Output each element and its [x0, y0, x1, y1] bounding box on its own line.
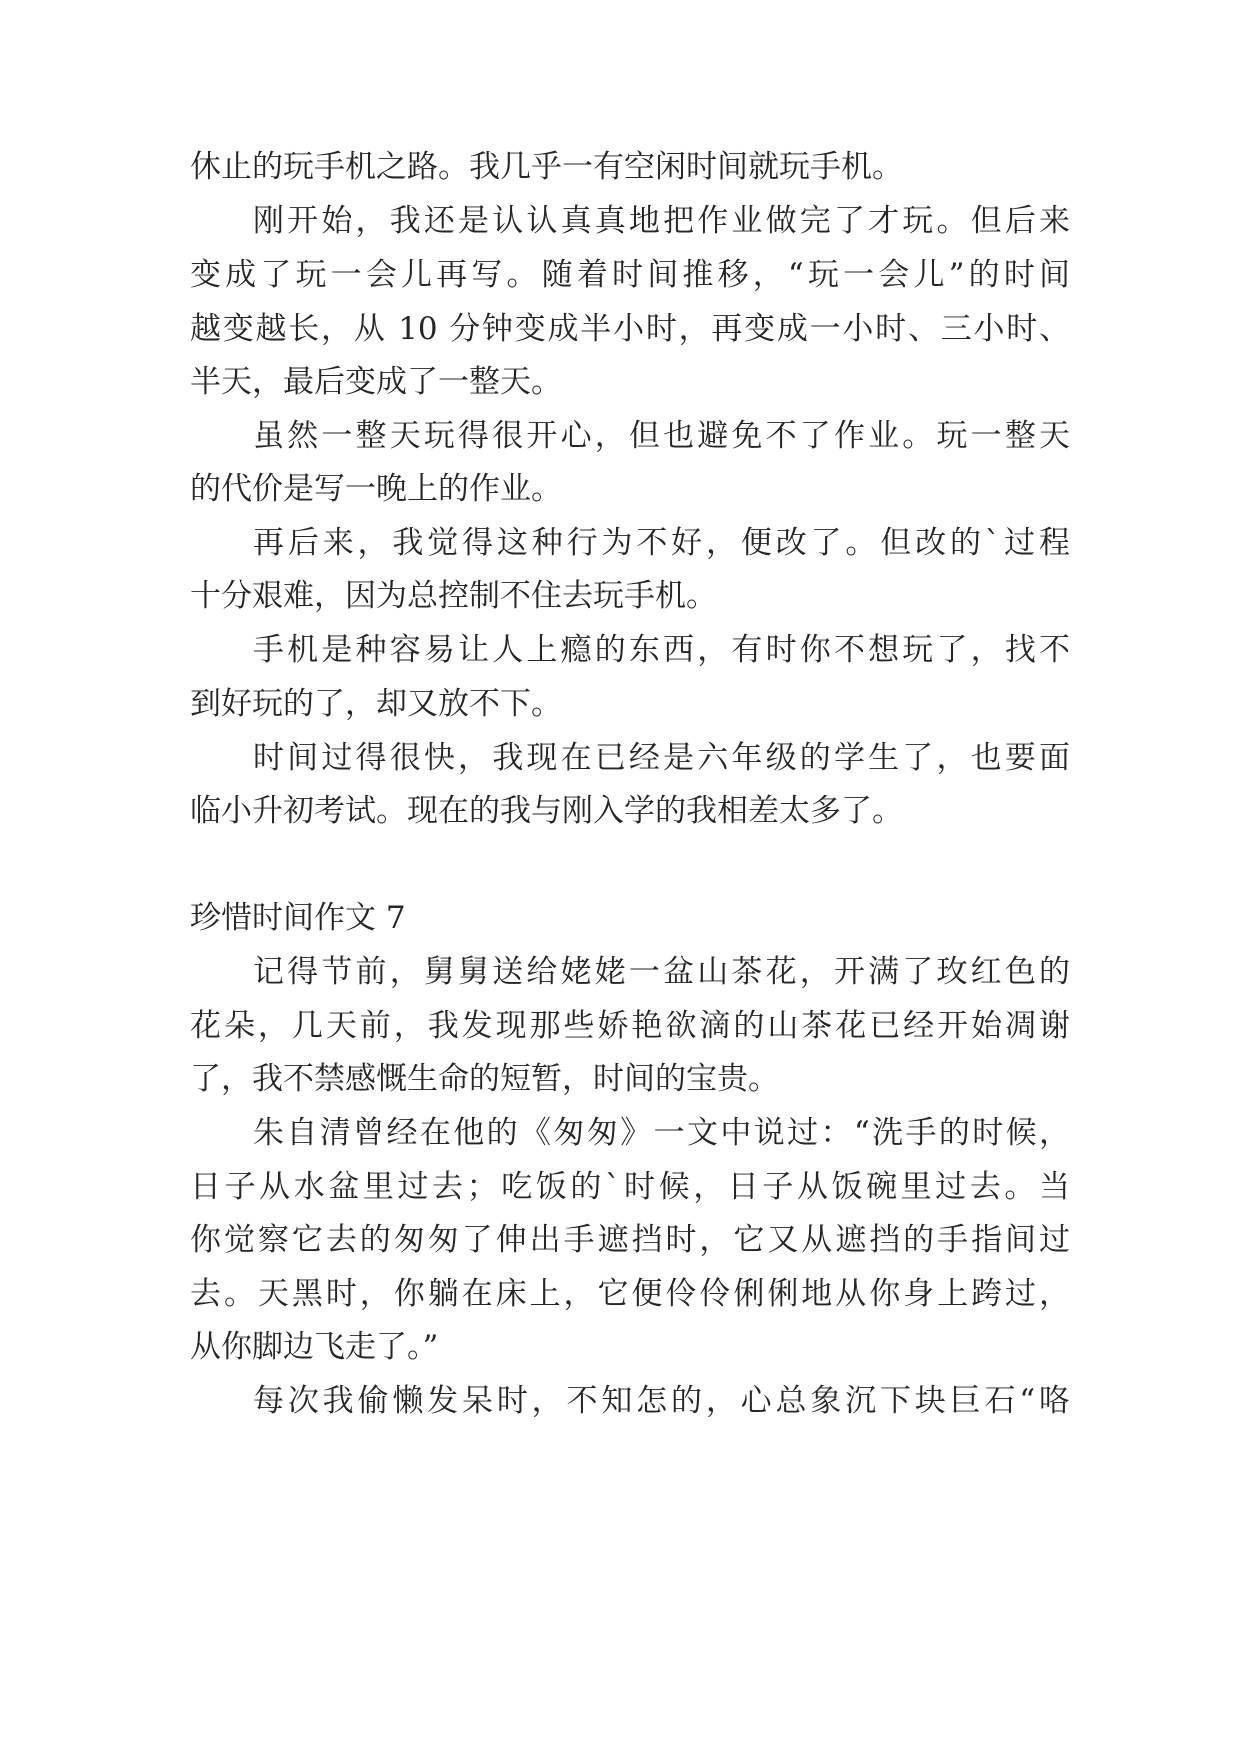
text-line: 的代价是写一晚上的作业。 [190, 471, 562, 507]
text-line: 临小升初考试。现在的我与刚入学的我相差太多了。 [190, 793, 903, 829]
section-heading: 珍惜时间作文 7 [190, 900, 406, 936]
paragraph-first-line: 朱自清曾经在他的《匆匆》一文中说过：“洗手的时候， [253, 1115, 1070, 1151]
text-line: 半天，最后变成了一整天。 [190, 364, 562, 400]
text-line: 休止的玩手机之路。我几乎一有空闲时间就玩手机。 [190, 149, 903, 185]
text-line: 变成了玩一会儿再写。随着时间推移，“玩一会儿”的时间 [190, 257, 1070, 293]
text-line: 去。天黑时，你躺在床上，它便伶伶俐俐地从你身上跨过， [190, 1276, 1070, 1312]
text-line: 到好玩的了，却又放不下。 [190, 686, 562, 722]
text-line: 越变越长，从 10 分钟变成半小时，再变成一小时、三小时、 [190, 311, 1070, 347]
paragraph-first-line: 虽然一整天玩得很开心，但也避免不了作业。玩一整天 [253, 418, 1070, 454]
text-line: 从你脚边飞走了。” [190, 1329, 439, 1365]
paragraph-first-line: 每次我偷懒发呆时，不知怎的，心总象沉下块巨石“咯 [253, 1383, 1070, 1419]
text-line: 十分艰难，因为总控制不住去玩手机。 [190, 578, 717, 614]
paragraph-first-line: 手机是种容易让人上瘾的东西，有时你不想玩了，找不 [253, 632, 1070, 668]
paragraph-first-line: 刚开始，我还是认认真真地把作业做完了才玩。但后来 [253, 203, 1070, 239]
paragraph-first-line: 时间过得很快，我现在已经是六年级的学生了，也要面 [253, 740, 1070, 776]
paragraph-first-line: 再后来，我觉得这种行为不好，便改了。但改的`过程 [253, 525, 1070, 561]
text-line: 花朵，几天前，我发现那些娇艳欲滴的山茶花已经开始凋谢 [190, 1008, 1070, 1044]
paragraph-first-line: 记得节前，舅舅送给姥姥一盆山茶花，开满了玫红色的 [253, 954, 1070, 990]
text-line: 你觉察它去的匆匆了伸出手遮挡时，它又从遮挡的手指间过 [190, 1222, 1070, 1258]
text-line: 了，我不禁感慨生命的短暂，时间的宝贵。 [190, 1061, 779, 1097]
text-line: 日子从水盆里过去；吃饭的`时候，日子从饭碗里过去。当 [190, 1169, 1070, 1205]
